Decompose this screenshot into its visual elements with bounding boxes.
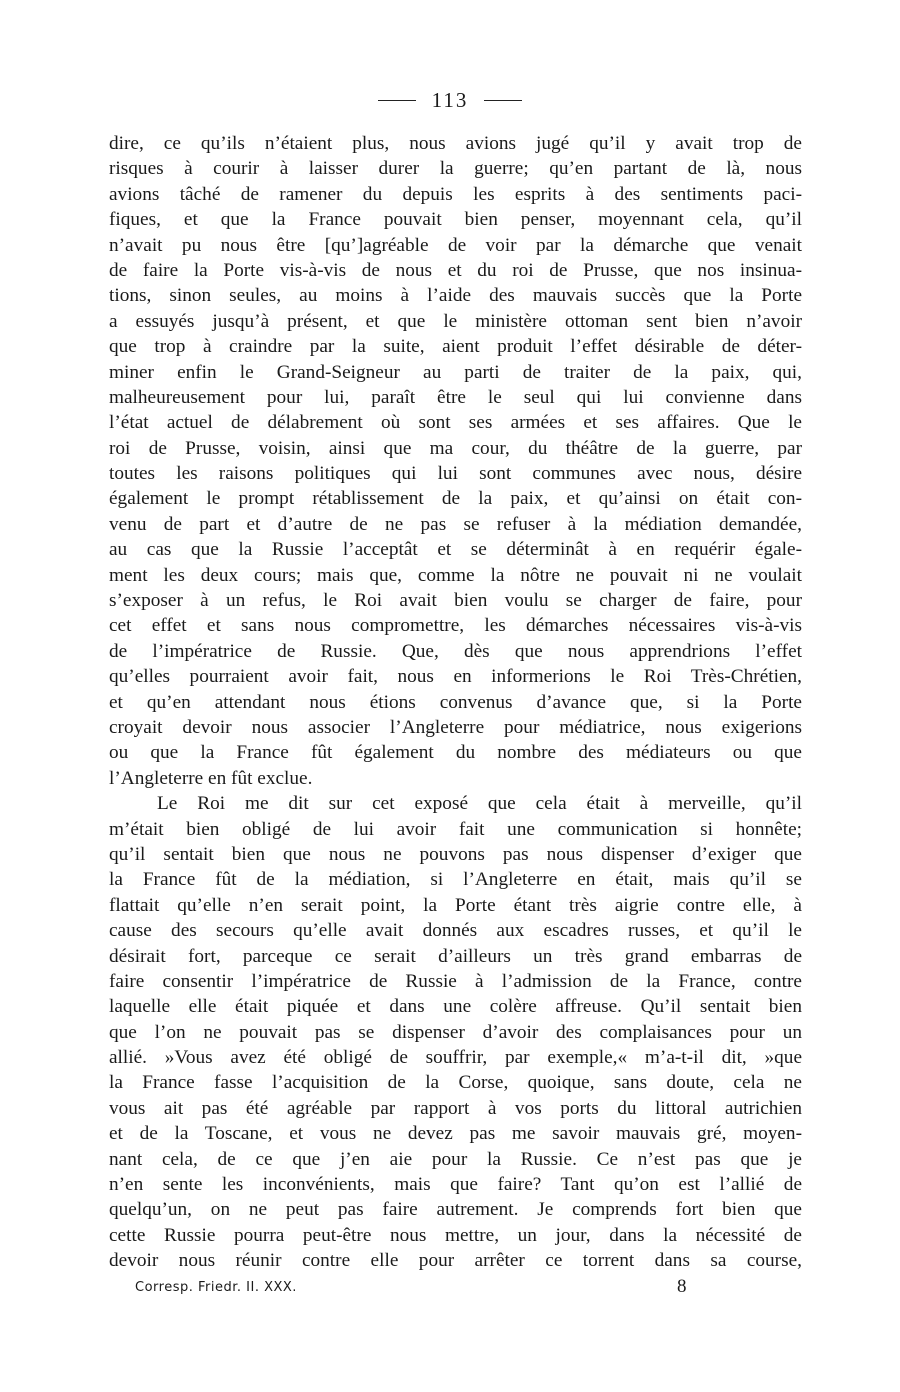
text-line: vous ait pas été agréable par rapport à vos ports du littoral autrichien: [109, 1097, 802, 1119]
text-line: Le Roi me dit sur cet exposé que cela était à merveille, qu’il: [157, 793, 802, 815]
text-line: et de la Toscane, et vous ne devez pas me savoir mauvais gré, moyen-: [109, 1123, 802, 1145]
text-line: croyait devoir nous associer l’Angleterre pour médiatrice, nous exigerions: [109, 716, 802, 738]
text-line: quelqu’un, on ne peut pas faire autrement. Je comprends fort bien que: [109, 1199, 802, 1221]
signature-line: Corresp. Friedr. II. XXX.: [135, 1280, 297, 1295]
text-line: flattait qu’elle n’en serait point, la Porte étant très aigrie contre elle, à: [109, 894, 802, 916]
paragraph: [109, 791, 802, 1273]
text-line: de l’impératrice de Russie. Que, dès que nous apprendrions l’effet: [109, 640, 802, 662]
sheet-number: 8: [677, 1276, 687, 1297]
text-line: qu’il sentait bien que nous ne pouvons pas nous dispenser d’exiger que: [109, 843, 802, 865]
text-line: nant cela, de ce que j’en aie pour la Russie. Ce n’est pas que je: [109, 1148, 802, 1170]
text-line: risques à courir à laisser durer la guerre; qu’en partant de là, nous: [109, 158, 802, 180]
text-line: devoir nous réunir contre elle pour arrêter ce torrent dans sa course,: [109, 1250, 802, 1272]
text-line: laquelle elle était piquée et dans une colère affreuse. Qu’il sentait bien: [109, 996, 802, 1018]
text-line: a essuyés jusqu’à présent, et que le ministère ottoman sent bien n’avoir: [109, 310, 802, 332]
text-line: également le prompt rétablissement de la paix, et qu’ainsi on était con-: [109, 488, 802, 510]
header-rule-right: [484, 100, 522, 101]
text-line: la France fût de la médiation, si l’Angleterre en était, mais qu’il se: [109, 869, 802, 891]
text-line: venu de part et d’autre de ne pas se refuser à la médiation demandée,: [109, 513, 802, 535]
text-line: fiques, et que la France pouvait bien penser, moyennant cela, qu’il: [109, 209, 802, 231]
text-line: dire, ce qu’ils n’étaient plus, nous avions jugé qu’il y avait trop de: [109, 133, 802, 154]
paragraph: [109, 131, 802, 791]
page-footer: [135, 1276, 735, 1302]
text-line: ment les deux cours; mais que, comme la nôtre ne pouvait ni ne voulait: [109, 564, 802, 586]
text-line: tions, sinon seules, au moins à l’aide des mauvais succès que la Porte: [109, 285, 802, 307]
text-line: de faire la Porte vis-à-vis de nous et du roi de Prusse, que nos insinua-: [109, 259, 802, 281]
text-line: l’Angleterre en fût exclue.: [109, 767, 313, 789]
text-line: que l’on ne pouvait pas se dispenser d’avoir des complaisances pour un: [109, 1021, 802, 1043]
body-text: [109, 131, 802, 1274]
text-line: qu’elles pourraient avoir fait, nous en informerions le Roi Très-Chrétien,: [109, 666, 802, 688]
text-line: désirait fort, parceque ce serait d’ailleurs un très grand embarras de: [109, 945, 802, 967]
text-line: s’exposer à un refus, le Roi avait bien voulu se charger de faire, pour: [109, 590, 802, 612]
text-line: toutes les raisons politiques qui lui sont communes avec nous, désire: [109, 463, 802, 485]
text-line: et qu’en attendant nous étions convenus d’avance que, si la Porte: [109, 691, 802, 713]
text-line: l’état actuel de délabrement où sont ses armées et ses affaires. Que le: [109, 412, 802, 434]
text-line: au cas que la Russie l’acceptât et se déterminât à en requérir égale-: [109, 539, 802, 561]
page-header: [0, 88, 900, 113]
text-line: faire consentir l’impératrice de Russie à l’admission de la France, contre: [109, 970, 802, 992]
text-line: avions tâché de ramener du depuis les esprits à des sentiments paci-: [109, 183, 802, 205]
header-rule-left: [378, 100, 416, 101]
text-line: n’avait pu nous être [qu’]agréable de voir par la démarche que venait: [109, 234, 802, 256]
text-line: allié. »Vous avez été obligé de souffrir, par exemple,« m’a-t-il dit, »que: [109, 1047, 802, 1069]
text-line: n’en sente les inconvénients, mais que faire? Tant qu’on est l’allié de: [109, 1174, 802, 1196]
text-line: roi de Prusse, voisin, ainsi que ma cour, du théâtre de la guerre, par: [109, 437, 802, 459]
text-line: cause des secours qu’elle avait donnés aux escadres russes, et qu’il le: [109, 920, 802, 942]
text-line: miner enfin le Grand-Seigneur au parti de traiter de la paix, qui,: [109, 361, 802, 383]
text-line: cette Russie pourra peut-être nous mettre, un jour, dans la nécessité de: [109, 1224, 802, 1246]
text-line: malheureusement pour lui, paraît être le seul qui lui convienne dans: [109, 386, 802, 408]
text-line: cet effet et sans nous compromettre, les démarches nécessaires vis-à-vis: [109, 615, 802, 637]
text-line: que trop à craindre par la suite, aient produit l’effet désirable de déter-: [109, 336, 802, 358]
text-line: m’était bien obligé de lui avoir fait une communication si honnête;: [109, 818, 802, 840]
text-line: la France fasse l’acquisition de la Corse, quoique, sans doute, cela ne: [109, 1072, 802, 1094]
text-line: ou que la France fût également du nombre des médiateurs ou que: [109, 742, 802, 764]
page-number: 113: [431, 88, 469, 112]
